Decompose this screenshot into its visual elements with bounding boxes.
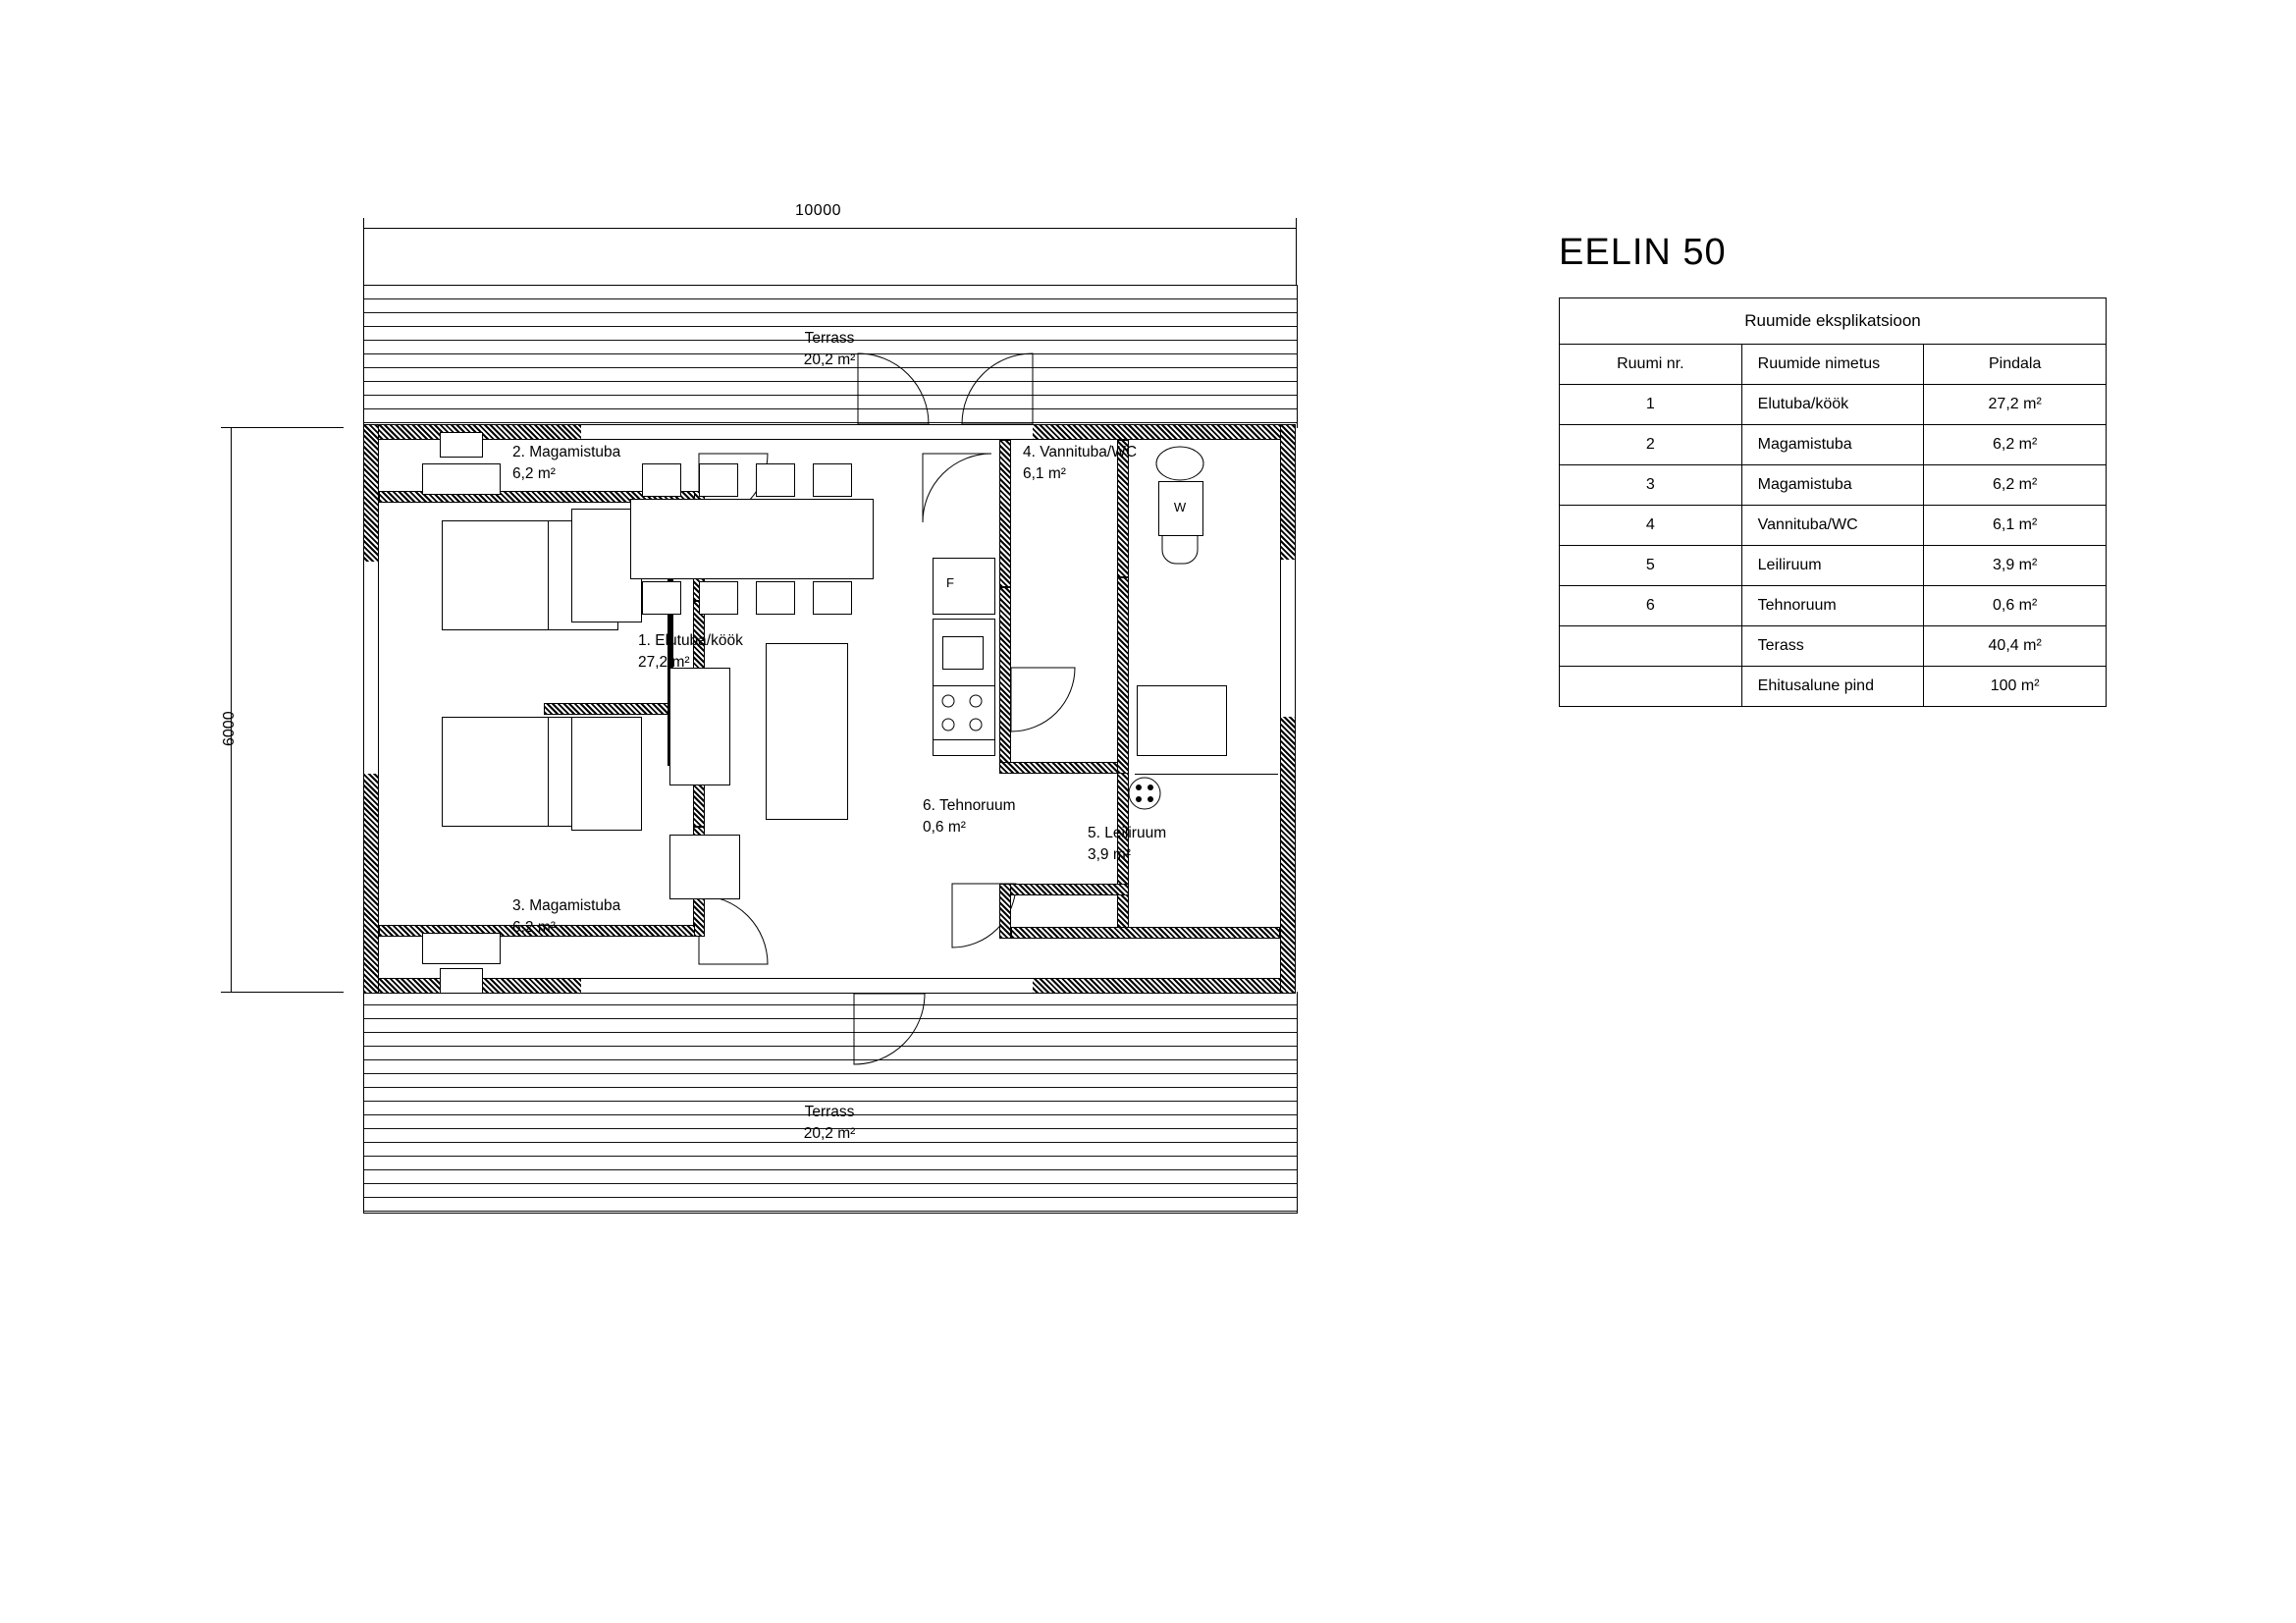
dining-chair (756, 463, 795, 497)
partition-bath-vertical-2 (999, 587, 1011, 774)
kitchen-sink (942, 636, 984, 670)
terrace-bottom-label: Terrass 20,2 m² (803, 1104, 856, 1143)
width-dimension-label: 10000 (795, 202, 841, 219)
cell-room-number: 5 (1560, 546, 1742, 586)
partition-bath-right-lower (1117, 577, 1129, 774)
table-caption: Ruumide eksplikatsioon (1560, 298, 2107, 345)
room-label-sauna: 5. Leiliruum 3,9 m² (1088, 825, 1167, 864)
title-block (1559, 232, 2109, 707)
cell-room-area: 100 m² (1924, 667, 2107, 707)
table-row (1560, 465, 2107, 506)
dining-chair (813, 581, 852, 615)
window-band-top-right (858, 424, 1033, 440)
cell-room-name: Vannituba/WC (1741, 506, 1924, 546)
cell-room-name: Ehitusalune pind (1741, 667, 1924, 707)
header-room-area: Pindala (1924, 345, 2107, 385)
cell-room-area: 6,1 m² (1924, 506, 2107, 546)
dining-chair (756, 581, 795, 615)
cell-room-number: 3 (1560, 465, 1742, 506)
shower-tray (1137, 685, 1227, 756)
cell-room-area: 40,4 m² (1924, 626, 2107, 667)
dimension-tick (221, 427, 344, 428)
window-band-bottom-mid (777, 978, 1033, 994)
washing-machine-mark: W (1173, 500, 1187, 514)
table-row (1560, 506, 2107, 546)
cell-room-area: 0,6 m² (1924, 586, 2107, 626)
room-label-tech: 6. Tehnoruum 0,6 m² (923, 797, 1016, 837)
room-label-bed3: 3. Magamistuba 6,2 m² (512, 897, 621, 937)
window-band-left (363, 562, 379, 774)
chair-bed3 (440, 968, 483, 994)
desk-bed3 (422, 933, 501, 964)
cell-room-name: Magamistuba (1741, 425, 1924, 465)
dining-chair (813, 463, 852, 497)
table-row (1560, 385, 2107, 425)
coffee-table (669, 668, 730, 785)
width-dimension-line (363, 228, 1296, 229)
cell-room-name: Elutuba/köök (1741, 385, 1924, 425)
cell-room-name: Terass (1741, 626, 1924, 667)
cell-room-name: Magamistuba (1741, 465, 1924, 506)
chair-bed2 (440, 432, 483, 458)
floor-plan (221, 196, 1364, 1306)
table-caption-row (1560, 298, 2107, 345)
table-row (1560, 586, 2107, 626)
table-row (1560, 667, 2107, 707)
header-room-number: Ruumi nr. (1560, 345, 1742, 385)
cell-room-area: 6,2 m² (1924, 465, 2107, 506)
table-header-row (1560, 345, 2107, 385)
header-room-name: Ruumide nimetus (1741, 345, 1924, 385)
table-row (1560, 626, 2107, 667)
dining-chair (642, 581, 681, 615)
dining-table (630, 499, 874, 579)
dimension-tick (221, 992, 344, 993)
room-label-bed2: 2. Magamistuba 6,2 m² (512, 444, 621, 483)
table-row (1560, 546, 2107, 586)
sauna-bench-upper (1135, 774, 1278, 775)
room-label-living: 1. Elutuba/köök 27,2 m² (638, 632, 743, 672)
bed-lower (571, 717, 642, 831)
window-band-right (1280, 560, 1296, 717)
cell-room-number: 4 (1560, 506, 1742, 546)
window-band-bottom-left (581, 978, 777, 994)
refrigerator-mark: F (946, 575, 954, 590)
room-explication-table (1559, 298, 2107, 707)
height-dimension-label: 6000 (221, 711, 238, 746)
dining-chair (699, 463, 738, 497)
cell-room-area: 27,2 m² (1924, 385, 2107, 425)
page-title: EELIN 50 (1559, 232, 1727, 273)
cell-room-area: 3,9 m² (1924, 546, 2107, 586)
cell-room-name: Leiliruum (1741, 546, 1924, 586)
height-dimension-line (231, 427, 232, 992)
cell-room-name: Tehnoruum (1741, 586, 1924, 626)
cell-room-number (1560, 667, 1742, 707)
partition-tech-top (999, 762, 1129, 774)
room-label-bath: 4. Vannituba/WC 6,1 m² (1023, 444, 1138, 483)
desk-bed2 (422, 463, 501, 495)
cell-room-number: 6 (1560, 586, 1742, 626)
partition-bath-vertical (999, 440, 1011, 587)
armchair (669, 835, 740, 899)
cell-room-number: 2 (1560, 425, 1742, 465)
dining-chair (642, 463, 681, 497)
window-band-top-left (581, 424, 858, 440)
cell-room-number (1560, 626, 1742, 667)
cooktop (933, 685, 995, 740)
table-row (1560, 425, 2107, 465)
partition-tech-vertical (999, 884, 1011, 939)
partition-sauna-bottom (1011, 927, 1280, 939)
cell-room-number: 1 (1560, 385, 1742, 425)
sofa (766, 643, 848, 820)
dining-chair (699, 581, 738, 615)
terrace-top-label: Terrass 20,2 m² (803, 330, 856, 369)
cell-room-area: 6,2 m² (1924, 425, 2107, 465)
partition-tech-bottom (999, 884, 1129, 895)
